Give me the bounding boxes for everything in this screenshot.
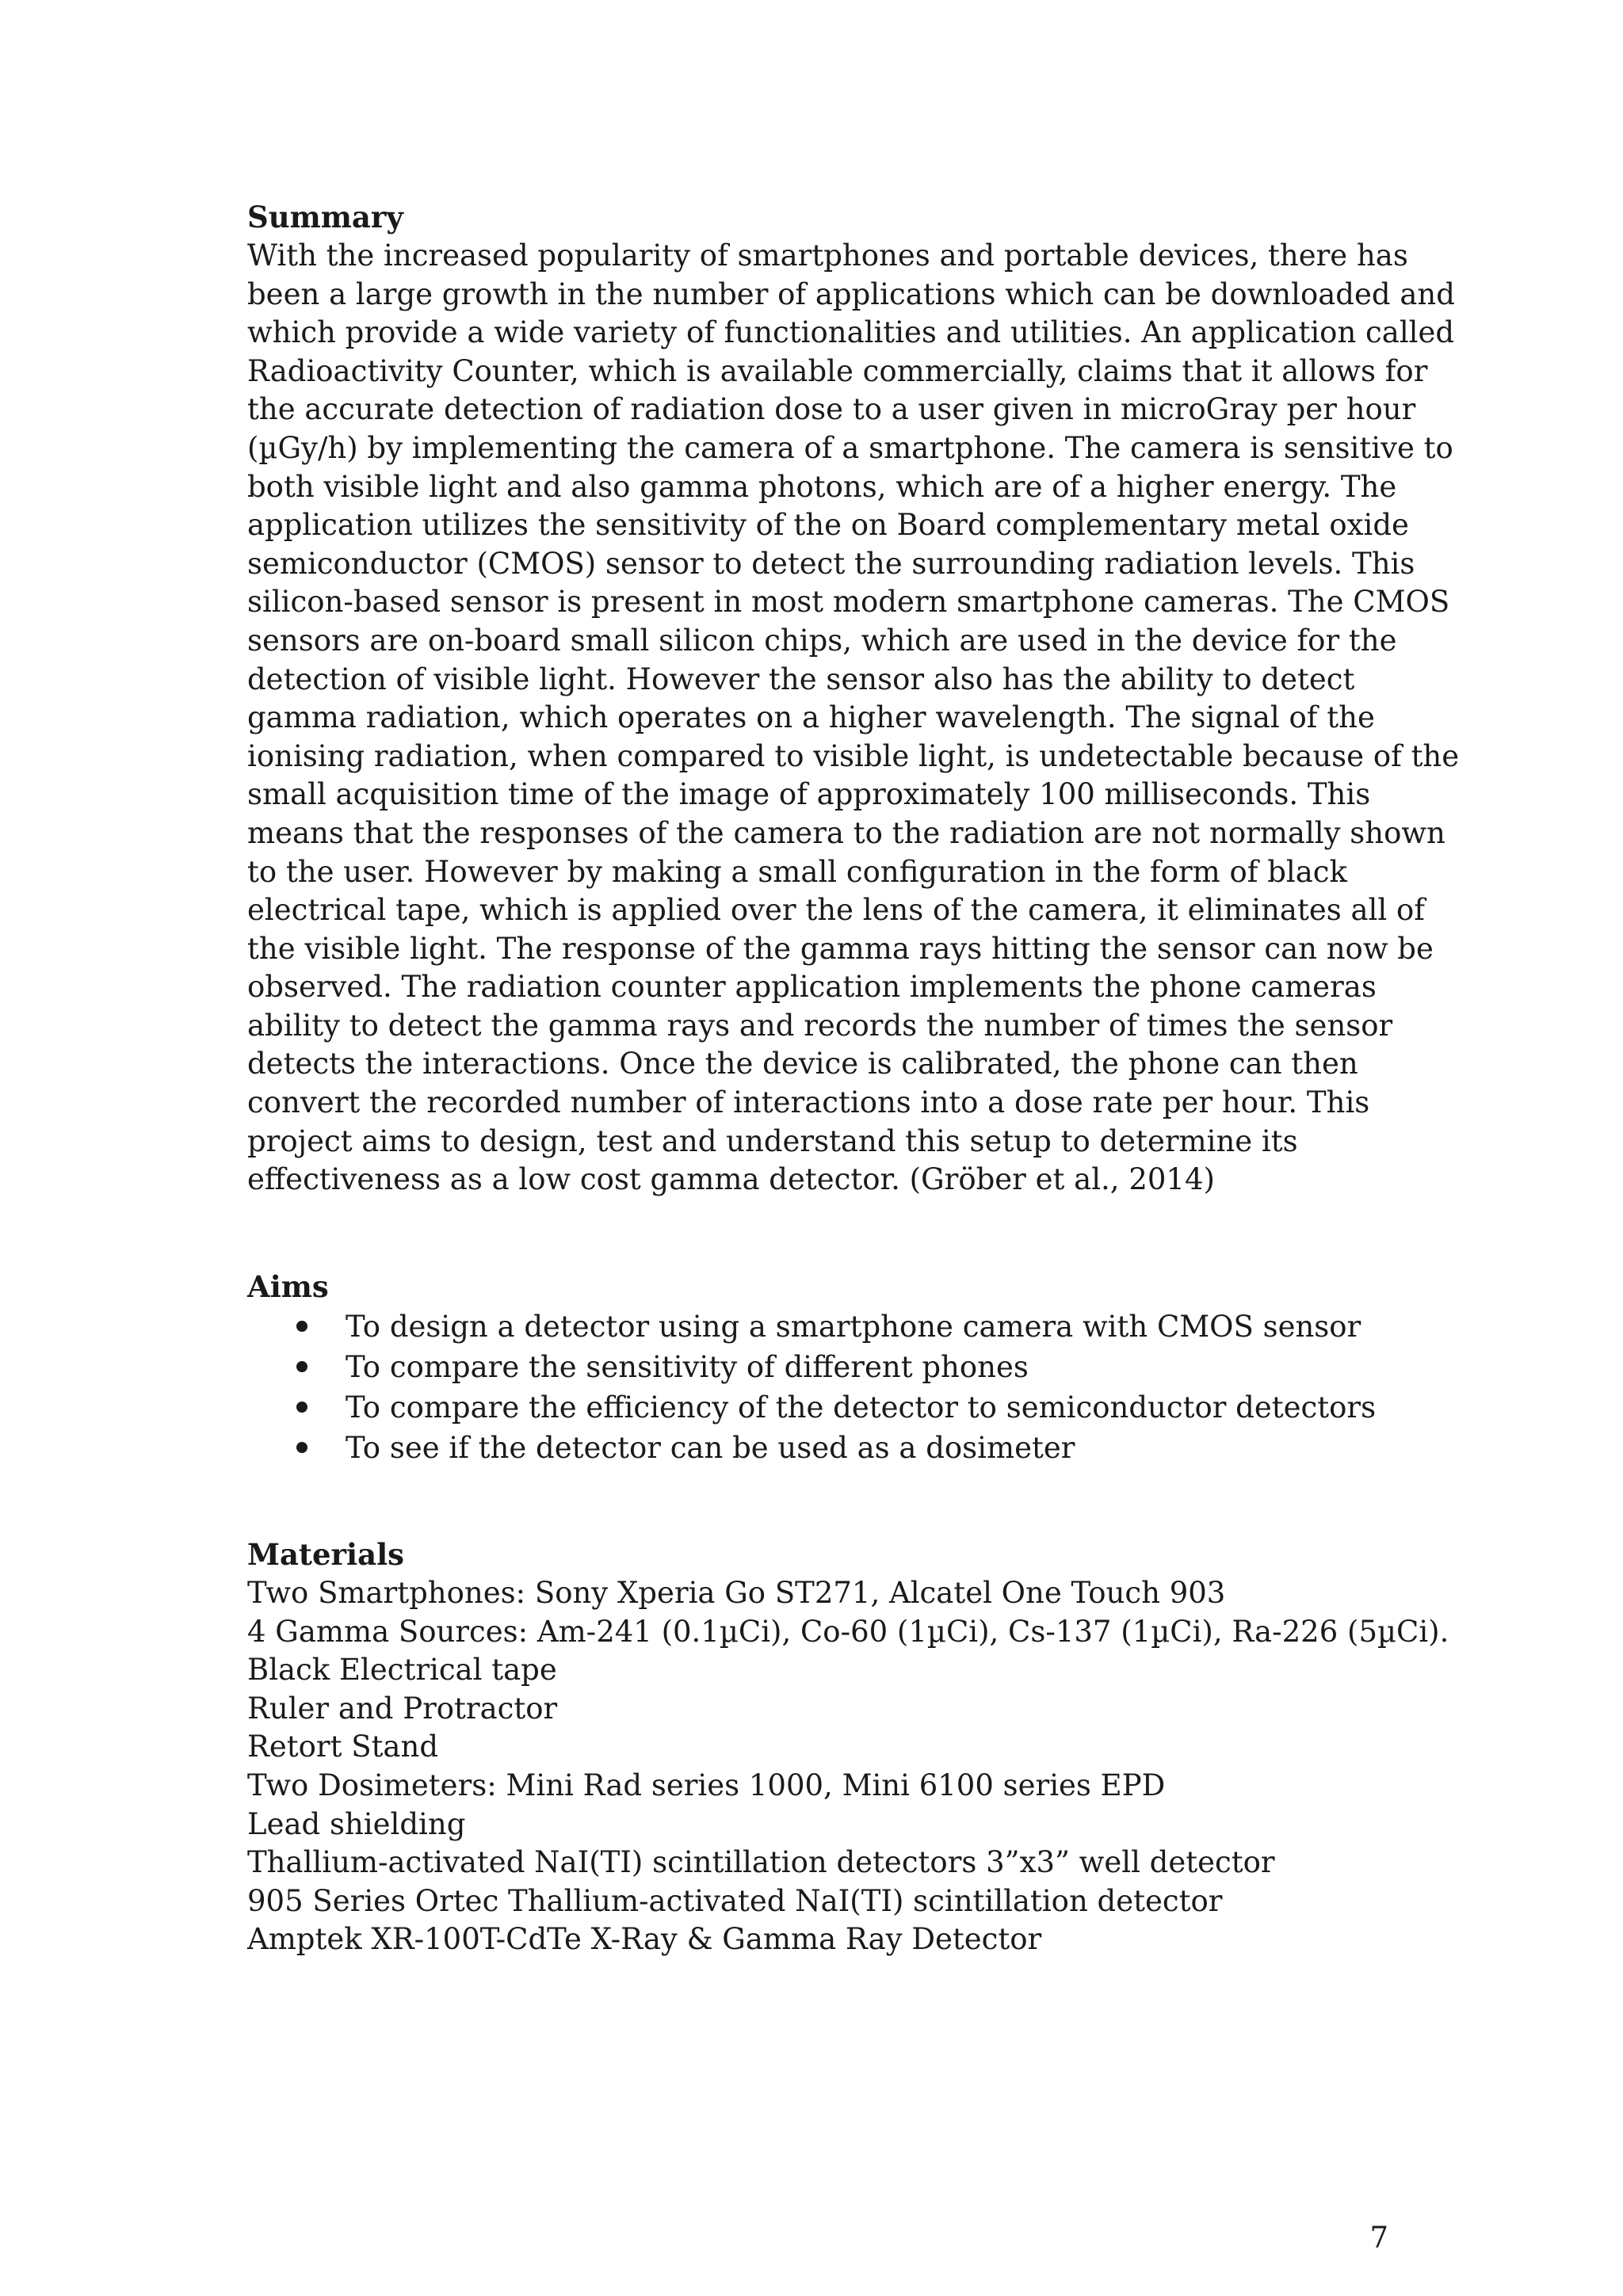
materials-list-item: Two Smartphones: Sony Xperia Go ST271, Alcatel One Touch 903 — [247, 1576, 1226, 1610]
materials-list-item: Black Electrical tape — [247, 1653, 557, 1688]
aims-item-text: To compare the efficiency of the detector to semiconductor detectors — [346, 1390, 1377, 1425]
page-number: 7 — [1369, 2221, 1388, 2255]
summary-line: the visible light. The response of the gamma rays hitting the sensor can now be — [247, 931, 1434, 966]
materials-heading: Materials — [247, 1537, 404, 1572]
summary-line: gamma radiation, which operates on a higher wavelength. The signal of the — [247, 700, 1375, 735]
document-page — [247, 0, 1460, 2296]
summary-line: detection of visible light. However the sensor also has the ability to detect — [247, 662, 1355, 696]
materials-list-item: 905 Series Ortec Thallium-activated NaI(TI) scintillation detector — [247, 1883, 1223, 1918]
summary-line: the accurate detection of radiation dose to a user given in microGray per hour — [247, 392, 1416, 427]
materials-list-item: Retort Stand — [247, 1730, 439, 1764]
summary-line: electrical tape, which is applied over the lens of the camera, it eliminates all of — [247, 893, 1425, 928]
summary-line: Radioactivity Counter, which is available commercially, claims that it allows for — [247, 353, 1428, 388]
summary-line: both visible light and also gamma photons, which are of a higher energy. The — [247, 469, 1397, 504]
aims-list-item — [247, 1387, 1376, 1428]
materials-list-item: Amptek XR-100T-CdTe X-Ray & Gamma Ray Detector — [247, 1922, 1042, 1957]
aims-list — [247, 1306, 1376, 1468]
summary-line: sensors are on-board small silicon chips, which are used in the device for the — [247, 623, 1397, 658]
summary-line: With the increased popularity of smartphones and portable devices, there has — [247, 238, 1408, 273]
summary-line: semiconductor (CMOS) sensor to detect the surrounding radiation levels. This — [247, 546, 1415, 581]
summary-paragraph — [247, 237, 1460, 1199]
summary-line: which provide a wide variety of functionalities and utilities. An application called — [247, 315, 1455, 350]
summary-line: project aims to design, test and understand this setup to determine its — [247, 1123, 1298, 1158]
aims-item-text: To see if the detector can be used as a dosimeter — [346, 1431, 1075, 1465]
summary-line: detects the interactions. Once the device is calibrated, the phone can then — [247, 1047, 1358, 1081]
bullet-icon — [296, 1402, 307, 1413]
summary-line: ability to detect the gamma rays and records the number of times the sensor — [247, 1008, 1393, 1043]
materials-list — [247, 1574, 1449, 1959]
materials-list-item: 4 Gamma Sources: Am-241 (0.1µCi), Co-60 (1µCi), Cs-137 (1µCi), Ra-226 (5µCi). — [247, 1614, 1449, 1649]
summary-line: been a large growth in the number of applications which can be downloaded and — [247, 277, 1455, 311]
summary-line: convert the recorded number of interactions into a dose rate per hour. This — [247, 1085, 1370, 1120]
materials-list-item: Thallium-activated NaI(TI) scintillation detectors 3”x3” well detector — [247, 1845, 1275, 1880]
bullet-icon — [296, 1321, 307, 1332]
aims-list-item — [247, 1347, 1376, 1387]
bullet-icon — [296, 1361, 307, 1372]
aims-list-item — [247, 1306, 1376, 1347]
materials-list-item: Lead shielding — [247, 1806, 466, 1841]
summary-line: to the user. However by making a small configuration in the form of black — [247, 854, 1347, 889]
summary-line: (µGy/h) by implementing the camera of a smartphone. The camera is sensitive to — [247, 430, 1453, 465]
summary-line: effectiveness as a low cost gamma detector. (Gröber et al., 2014) — [247, 1162, 1215, 1197]
aims-item-text: To design a detector using a smartphone camera with CMOS sensor — [346, 1310, 1361, 1344]
materials-list-item: Two Dosimeters: Mini Rad series 1000, Mini 6100 series EPD — [247, 1768, 1166, 1802]
summary-line: ionising radiation, when compared to visible light, is undetectable because of the — [247, 738, 1460, 773]
aims-item-text: To compare the sensitivity of different phones — [346, 1350, 1029, 1384]
aims-list-item — [247, 1428, 1376, 1468]
materials-list-item: Ruler and Protractor — [247, 1691, 558, 1726]
summary-heading: Summary — [247, 200, 403, 235]
summary-line: application utilizes the sensitivity of the on Board complementary metal oxide — [247, 508, 1409, 543]
summary-line: observed. The radiation counter application implements the phone cameras — [247, 970, 1377, 1005]
summary-line: means that the responses of the camera to the radiation are not normally shown — [247, 815, 1445, 850]
bullet-icon — [296, 1442, 307, 1453]
aims-heading: Aims — [247, 1269, 329, 1304]
summary-line: small acquisition time of the image of approximately 100 milliseconds. This — [247, 777, 1371, 812]
summary-line: silicon-based sensor is present in most modern smartphone cameras. The CMOS — [247, 585, 1450, 620]
